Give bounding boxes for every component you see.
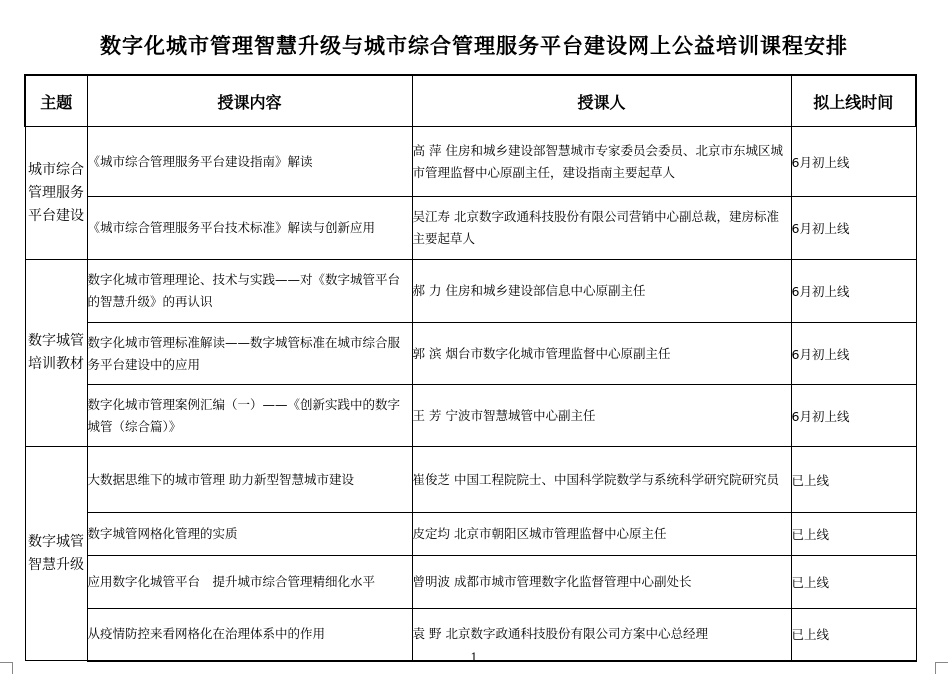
lecturer-cell: 郭 滨 烟台市数字化城市管理监督中心原副主任 bbox=[412, 323, 791, 385]
lecturer-cell: 吴江寿 北京数字政通科技股份有限公司营销中心副总裁，建房标准主要起草人 bbox=[412, 197, 791, 260]
theme-cell: 数字城管培训教材 bbox=[25, 260, 87, 447]
header-content: 授课内容 bbox=[87, 75, 412, 127]
content-cell: 数字化城市管理理论、技术与实践——对《数字城管平台的智慧升级》的再认识 bbox=[87, 260, 412, 323]
time-cell: 已上线 bbox=[791, 447, 916, 513]
time-cell: 已上线 bbox=[791, 609, 916, 661]
table-row bbox=[25, 260, 916, 323]
page-number: 1 bbox=[470, 651, 478, 664]
table-row bbox=[25, 127, 916, 197]
content-cell: 《城市综合管理服务平台建设指南》解读 bbox=[87, 127, 412, 197]
schedule-table bbox=[24, 74, 917, 662]
time-cell: 已上线 bbox=[791, 556, 916, 609]
content-cell: 数字城管网格化管理的实质 bbox=[87, 513, 412, 556]
time-cell: 6月初上线 bbox=[791, 127, 916, 197]
time-cell: 已上线 bbox=[791, 513, 916, 556]
crop-mark bbox=[0, 662, 12, 663]
time-cell: 6月初上线 bbox=[791, 323, 916, 385]
header-theme: 主题 bbox=[25, 75, 87, 127]
time-cell: 6月初上线 bbox=[791, 197, 916, 260]
content-cell: 数字化城市管理案例汇编（一）——《创新实践中的数字城管（综合篇）》 bbox=[87, 385, 412, 447]
content-cell: 从疫情防控来看网格化在治理体系中的作用 bbox=[87, 609, 412, 661]
time-cell: 6月初上线 bbox=[791, 260, 916, 323]
lecturer-cell: 皮定均 北京市朝阳区城市管理监督中心原主任 bbox=[412, 513, 791, 556]
lecturer-cell: 曾明波 成都市城市管理数字化监督管理中心副处长 bbox=[412, 556, 791, 609]
lecturer-cell: 高 萍 住房和城乡建设部智慧城市专家委员会委员、北京市东城区城市管理监督中心原副主任，建设指南主要起草人 bbox=[412, 127, 791, 197]
table-row bbox=[25, 197, 916, 260]
content-cell: 数字化城市管理标准解读——数字城管标准在城市综合服务平台建设中的应用 bbox=[87, 323, 412, 385]
content-cell: 应用数字化城管平台 提升城市综合管理精细化水平 bbox=[87, 556, 412, 609]
crop-mark bbox=[936, 662, 948, 663]
theme-cell: 数字城管智慧升级 bbox=[25, 447, 87, 661]
lecturer-cell: 王 芳 宁波市智慧城管中心副主任 bbox=[412, 385, 791, 447]
header-time: 拟上线时间 bbox=[791, 75, 916, 127]
table-row bbox=[25, 385, 916, 447]
theme-cell: 城市综合管理服务平台建设 bbox=[25, 127, 87, 260]
header-row bbox=[25, 75, 916, 127]
crop-mark bbox=[12, 662, 13, 674]
content-cell: 《城市综合管理服务平台技术标准》解读与创新应用 bbox=[87, 197, 412, 260]
lecturer-cell: 郝 力 住房和城乡建设部信息中心原副主任 bbox=[412, 260, 791, 323]
table-row bbox=[25, 556, 916, 609]
crop-mark bbox=[935, 662, 936, 674]
lecturer-cell: 崔俊芝 中国工程院院士、中国科学院数学与系统科学研究院研究员 bbox=[412, 447, 791, 513]
time-cell: 6月初上线 bbox=[791, 385, 916, 447]
table-row bbox=[25, 447, 916, 513]
content-cell: 大数据思维下的城市管理 助力新型智慧城市建设 bbox=[87, 447, 412, 513]
lecturer-cell: 袁 野 北京数字政通科技股份有限公司方案中心总经理 bbox=[412, 609, 791, 661]
table-row bbox=[25, 323, 916, 385]
header-lecturer: 授课人 bbox=[412, 75, 791, 127]
page-title: 数字化城市管理智慧升级与城市综合管理服务平台建设网上公益培训课程安排 bbox=[100, 33, 848, 58]
table-row bbox=[25, 513, 916, 556]
